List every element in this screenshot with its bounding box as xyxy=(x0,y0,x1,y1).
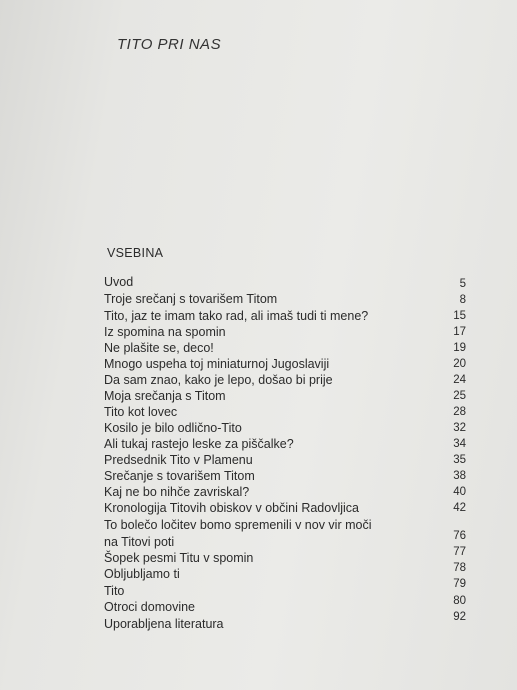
toc-entry-page: 34 xyxy=(453,438,466,450)
toc-entry-title: Mnogo uspeha toj miniaturnoj Jugoslaviji xyxy=(104,357,330,371)
toc-entry-title: Srečanje s tovarišem Titom xyxy=(104,469,255,483)
toc-entry-title: Otroci domovine xyxy=(104,600,196,614)
toc-entry-page: 80 xyxy=(453,595,466,607)
toc-entry-title: Obljubljamo ti xyxy=(104,567,180,581)
toc-entry-page: 28 xyxy=(453,406,466,418)
toc-entry-page: 35 xyxy=(453,454,466,466)
toc-entry-page: 24 xyxy=(453,374,466,386)
toc-entry-page: 92 xyxy=(453,611,466,623)
toc-entry-title: Kronologija Titovih obiskov v občini Radovljica xyxy=(104,501,359,515)
toc-entry-title: Tito xyxy=(104,584,125,598)
toc-entry-title: To bolečo ločitev bomo spremenili v nov vir moči xyxy=(104,518,372,532)
toc-entry-title: Kaj ne bo nihče zavriskal? xyxy=(104,485,250,499)
toc-entry-page: 78 xyxy=(453,562,466,574)
toc-entry-title: Uvod xyxy=(104,275,134,289)
toc-entry-page: 42 xyxy=(453,502,466,514)
toc-entry-title: Iz spomina na spomin xyxy=(104,325,226,339)
toc-entry-page: 79 xyxy=(453,578,466,590)
toc-entry-title: Tito kot lovec xyxy=(104,405,178,419)
toc-entry-title: Predsednik Tito v Plamenu xyxy=(104,453,253,467)
toc-entry-page: 19 xyxy=(453,342,466,354)
toc-entry-page: 5 xyxy=(459,278,466,290)
toc-entry-title: Šopek pesmi Titu v spomin xyxy=(104,551,254,565)
toc-entry-page: 20 xyxy=(453,358,466,370)
toc-entry-title: Troje srečanj s tovarišem Titom xyxy=(104,292,278,306)
toc-entry-title: Da sam znao, kako je lepo, došao bi prije xyxy=(104,373,333,387)
toc-entry-page: 25 xyxy=(453,390,466,402)
toc-entry-page: 15 xyxy=(453,310,466,322)
toc-entry-page: 32 xyxy=(453,422,466,434)
toc-entry-page: 76 xyxy=(453,530,466,542)
toc-entry-title: Uporabljena literatura xyxy=(104,617,224,631)
toc-entry-page: 17 xyxy=(453,326,466,338)
toc-entry-page: 77 xyxy=(453,546,466,558)
toc-entry-title: na Titovi poti xyxy=(104,535,175,549)
toc-entry-title: Moja srečanja s Titom xyxy=(104,389,226,403)
toc-entry-page: 40 xyxy=(453,486,466,498)
toc-entry-title: Tito, jaz te imam tako rad, ali imaš tudi ti mene? xyxy=(104,309,369,323)
toc-entry-title: Ali tukaj rastejo leske za piščalke? xyxy=(104,437,294,451)
toc-entry-title: Kosilo je bilo odlično-Tito xyxy=(104,421,242,435)
toc-entry-title: Ne plašite se, deco! xyxy=(104,341,214,355)
toc-entry-page: 38 xyxy=(453,470,466,482)
book-title: TITO PRI NAS xyxy=(117,36,222,53)
toc-heading: VSEBINA xyxy=(107,246,164,260)
toc-entry-page: 8 xyxy=(459,294,466,306)
